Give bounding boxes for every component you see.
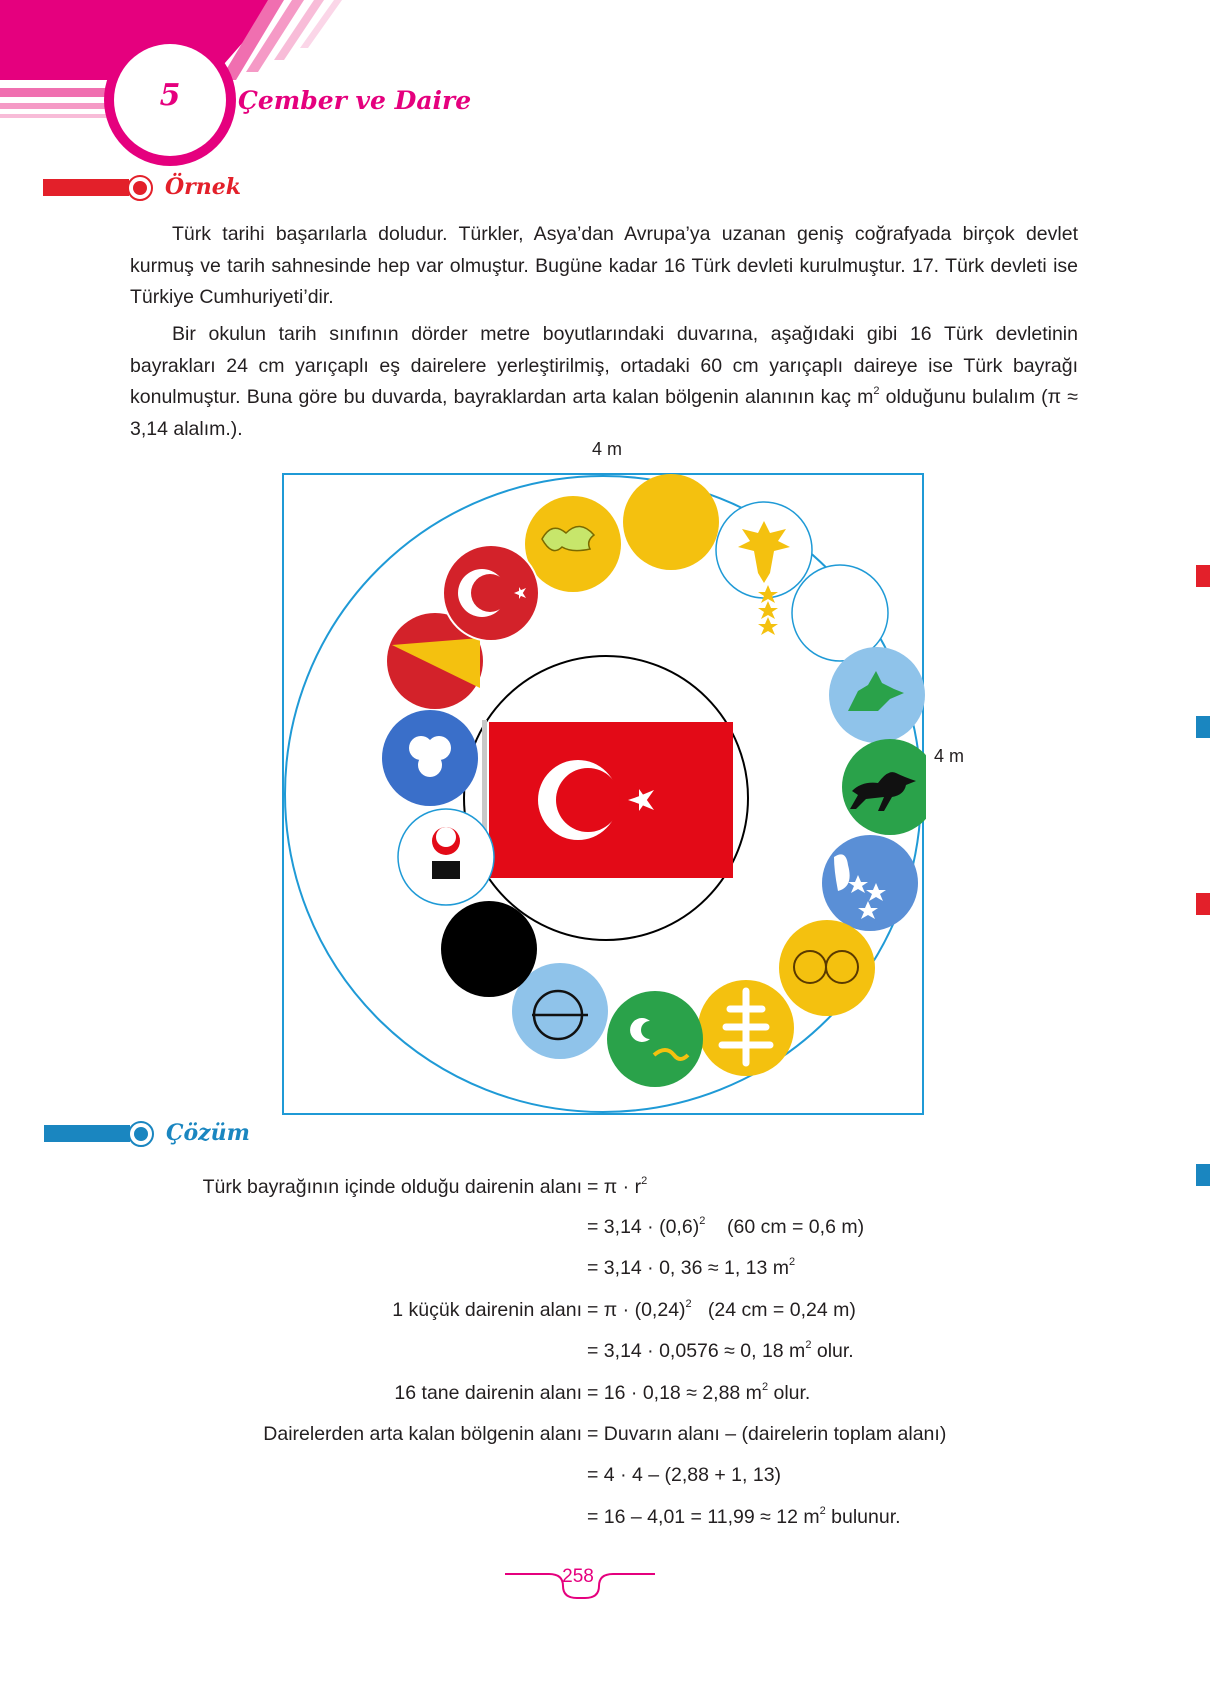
solution-row-5: = 3,14 · 0,0576 ≈ 0, 18 $m^2$ olur.: [587, 1339, 854, 1362]
example-paragraph-2: [130, 319, 1078, 445]
paragraph-2-sup: 2: [873, 385, 880, 397]
solution-row-1: = $\pi \cdot r^2$: [587, 1175, 648, 1198]
solution-row-9: = 16 – 4,01 = 11,99 ≈ 12 $m^2$ bulunur.: [587, 1505, 901, 1528]
solution-label-4: 1 küçük dairenin alanı: [392, 1299, 582, 1321]
solution-row-6: = 16 · 0,18 ≈ 2,88 $m^2$ olur.: [587, 1381, 811, 1404]
solution-row-8: = 4 · 4 – (2,88 + 1, 13): [587, 1464, 782, 1486]
page-number: 258: [562, 1566, 594, 1587]
paragraph-2-text-end: olduğunu bulalım (π ≈ 3,14 alalım.).: [130, 386, 1078, 440]
solution-target-icon: [127, 1120, 159, 1148]
solution-heading-bar: [44, 1125, 130, 1142]
margin-tab-blue-2: [1196, 1164, 1210, 1186]
solution-label-7: Dairelerden arta kalan bölgenin alanı: [263, 1423, 582, 1445]
flag-circle-13: [398, 809, 494, 905]
example-heading: Örnek: [165, 174, 241, 200]
solution-row-7: = Duvarın alanı – (dairelerin toplam alanı): [587, 1423, 947, 1445]
paragraph-2-text: Bir okulun tarih sınıfının dörder metre boyutlarındaki duvarına, aşağıdaki gibi 16 Türk devletinin bayrakları 24 cm yarıçaplı eş dairelere yerleştirilmiş, ortadaki 60 cm yarıçaplı daireye ise Türk bayrağı konulmuştur. Buna göre bu duvarda, bayraklardan arta kalan bölgenin alanının kaç m: [130, 323, 1078, 408]
example-target-icon: [126, 174, 158, 202]
solution-heading: Çözüm: [166, 1120, 250, 1146]
flag-circle-8: [779, 920, 875, 1016]
flag-circle-5: [829, 647, 925, 743]
flag-circle-2: [623, 474, 719, 570]
margin-tab-red-1: [1196, 565, 1210, 587]
flag-circle-16: [443, 545, 539, 641]
solution-label-1: Türk bayrağının içinde olduğu dairenin alanı: [202, 1176, 582, 1198]
figure-top-label: 4 m: [592, 439, 623, 459]
example-paragraph-1: [130, 219, 1078, 314]
paragraph-1-text: Türk tarihi başarılarla doludur. Türkler, Asya’dan Avrupa’ya uzanan geniş coğrafyada birçok devlet kurmuş ve tarih sahnesinde hep var olmuştur. Bugüne kadar 16 Türk devleti kurulmuştur. 17. Türk devleti ise Türkiye Cumhuriyeti’dir.: [130, 223, 1078, 308]
solution-row-4: = $\pi \cdot (0,24)^2$ (24 cm = 0,24 m): [587, 1298, 856, 1321]
flag-circle-14: [382, 710, 478, 806]
flag-circle-12: [441, 901, 537, 997]
turkish-flag: [489, 722, 733, 878]
flag-circle-1: [525, 496, 621, 592]
example-heading-bar: [43, 179, 129, 196]
flag-circle-9: [698, 980, 794, 1076]
figure-side-label: 4 m: [934, 746, 965, 766]
flag-circle-7: [822, 835, 918, 931]
margin-tab-blue-1: [1196, 716, 1210, 738]
solution-row-2: = $3,14 \cdot (0,6)^2$ (60 cm = 0,6 m): [587, 1215, 865, 1238]
solution-row-3: = 3,14 · 0, 36 ≈ 1, 13 $m^2$: [587, 1256, 796, 1279]
solution-label-6: 16 tane dairenin alanı: [394, 1382, 582, 1404]
flag-circle-3: [716, 502, 812, 598]
flags-figure: [282, 473, 926, 1117]
flag-circle-10: [607, 991, 703, 1087]
chapter-title: Çember ve Daire: [238, 86, 472, 115]
margin-tab-red-2: [1196, 893, 1210, 915]
chapter-number: 5: [159, 78, 181, 113]
